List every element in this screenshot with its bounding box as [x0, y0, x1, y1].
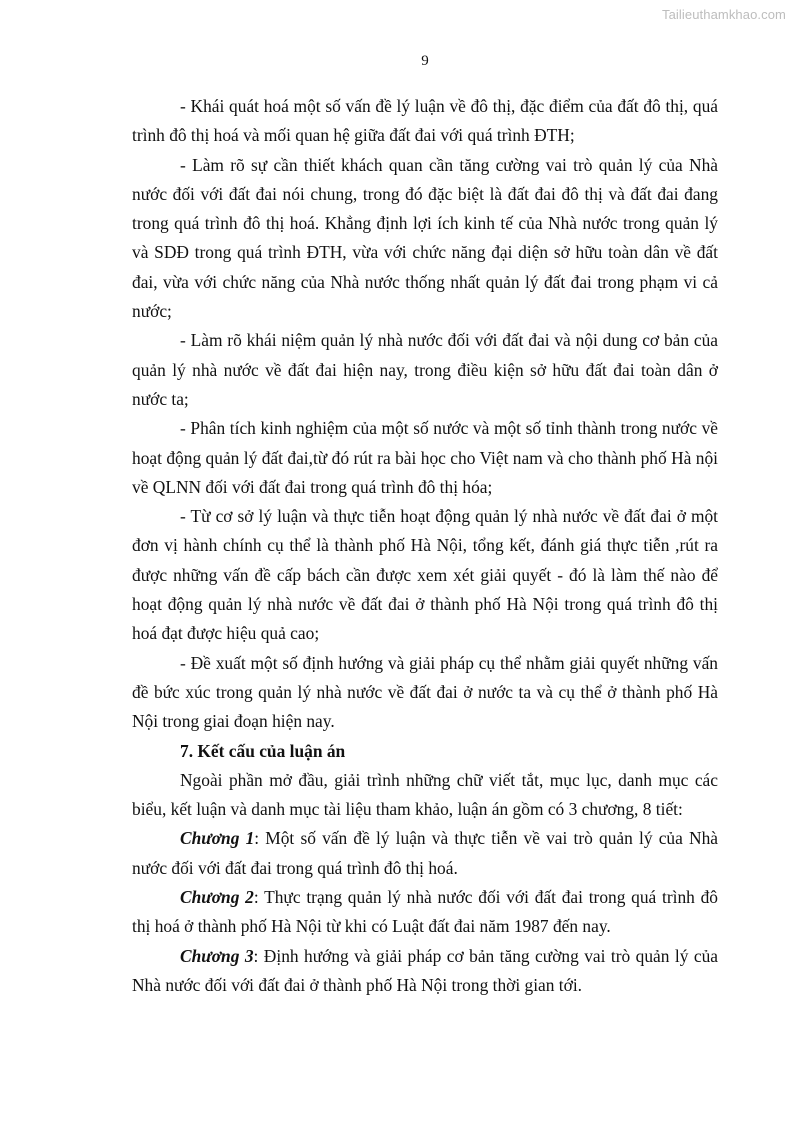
objective-paragraph-5: - Từ cơ sở lý luận và thực tiễn hoạt động quản lý nhà nước về đất đai ở một đơn vị hành chính cụ thể là thành phố Hà Nội, tổng kết, đánh giá thực tiễn ,rút ra được những vấn đề cấp bách cần được xem xét giải quyết - đó là làm thế nào để hoạt động quản lý nhà nước về đất đai ở thành phố Hà Nội trong quá trình đô thị hoá đạt được hiệu quả cao;: [132, 506, 718, 644]
objective-paragraph-6: - Đề xuất một số định hướng và giải pháp cụ thể nhằm giải quyết những vấn đề bức xúc trong quản lý nhà nước về đất đai ở nước ta và cụ thể ở thành phố Hà Nội trong giai đoạn hiện nay.: [132, 652, 718, 732]
objective-paragraph-3: - Làm rõ khái niệm quản lý nhà nước đối với đất đai và nội dung cơ bản của quản lý nhà nước về đất đai hiện nay, trong điều kiện sở hữu đất đai toàn dân ở nước ta;: [132, 330, 718, 409]
objective-paragraph-2: - Làm rõ sự cần thiết khách quan cần tăng cường vai trò quản lý của Nhà nước đối với đất đai nói chung, trong đó đặc biệt là đất đai đô thị và đất đai đang trong quá trình đô thị hoá. Khẳng định lợi ích kinh tế của Nhà nước trong quản lý và SDĐ trong quá trình ĐTH, vừa với chức năng đại diện sở hữu toàn dân về đất đai, vừa với chức năng của Nhà nước thống nhất quản lý đất đai trong phạm vi cả nước;: [132, 154, 718, 322]
section-heading: 7. Kết cấu của luận án: [180, 740, 346, 761]
chapter-3-paragraph: [132, 942, 718, 1001]
chapter-3-text: : Định hướng và giải pháp cơ bản tăng cường vai trò quản lý của Nhà nước đối với đất đai ở thành phố Hà Nội trong thời gian tới.: [132, 945, 718, 995]
chapter-3-label: Chương 3: [180, 945, 254, 966]
chapter-2-paragraph: [132, 883, 718, 942]
chapter-1-label: Chương 1: [180, 828, 255, 849]
objective-paragraph-1: - Khái quát hoá một số vấn đề lý luận về đô thị, đặc điểm của đất đô thị, quá trình đô thị hoá và mối quan hệ giữa đất đai với quá trình ĐTH;: [132, 96, 718, 146]
section-intro: Ngoài phần mở đầu, giải trình những chữ viết tắt, mục lục, danh mục các biểu, kết luận và danh mục tài liệu tham khảo, luận án gồm có 3 chương, 8 tiết:: [132, 769, 718, 820]
document-body: [132, 92, 718, 1000]
chapter-2-label: Chương 2: [180, 887, 254, 908]
watermark: Tailieuthamkhao.com: [661, 7, 786, 22]
chapter-1-text: : Một số vấn đề lý luận và thực tiễn về vai trò quản lý của Nhà nước đối với đất đai trong quá trình đô thị hoá.: [132, 828, 718, 878]
objective-paragraph-4: - Phân tích kinh nghiệm của một số nước và một số tỉnh thành trong nước về hoạt động quản lý đất đai,từ đó rút ra bài học cho Việt nam và cho thành phố Hà nội về QLNN đối với đất đai trong quá trình đô thị hóa;: [132, 418, 718, 497]
page-number: 9: [421, 53, 429, 69]
chapter-2-text: : Thực trạng quản lý nhà nước đối với đất đai trong quá trình đô thị hoá ở thành phố Hà Nội từ khi có Luật đất đai năm 1987 đến nay.: [132, 887, 718, 937]
chapter-1-paragraph: [132, 824, 718, 883]
